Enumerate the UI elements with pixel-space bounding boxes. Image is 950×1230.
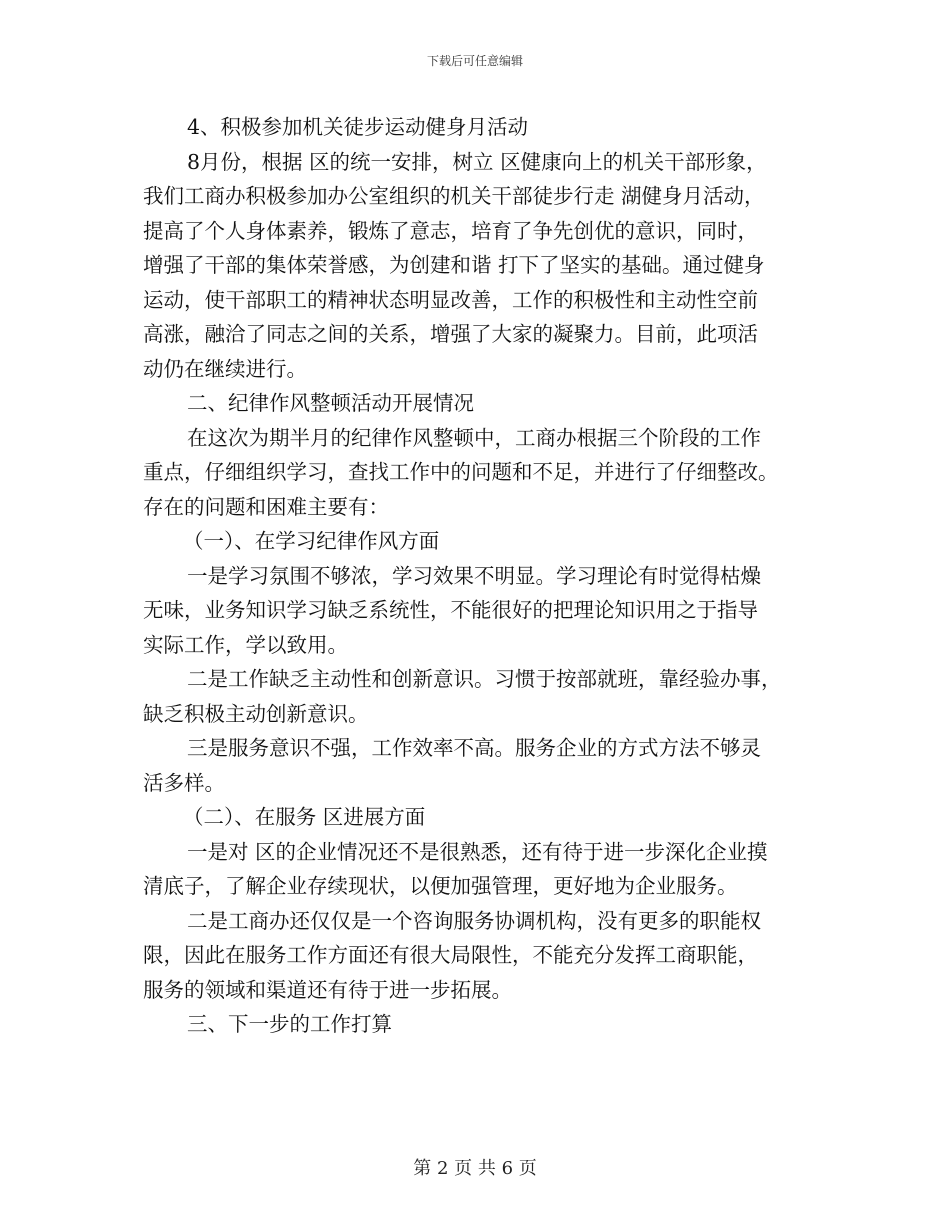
subsection-heading-2: （二）、在服务 区进展方面 [183, 805, 426, 829]
paragraph-line: 三是服务意识不强，工作效率不高。服务企业的方式方法不够灵 [187, 736, 761, 760]
paragraph-line: 一是对 区的企业情况还不是很熟悉，还有待于进一步深化企业摸 [187, 839, 768, 864]
paragraph-line: 服务的领域和渠道还有待于进一步拓展。 [143, 977, 512, 1002]
section-heading-3: 三、下一步的工作打算 [187, 1012, 392, 1036]
paragraph-line: 在这次为期半月的纪律作风整顿中，工商办根据三个阶段的工作 [187, 425, 761, 450]
paragraph-line: 实际工作，学以致用。 [143, 632, 348, 657]
paragraph-line: 存在的问题和困难主要有： [143, 494, 389, 519]
paragraph-line: 增强了干部的集体荣誉感，为创建和谐 打下了坚实的基础。通过健身 [143, 253, 765, 277]
section-heading-2: 二、纪律作风整顿活动开展情况 [187, 391, 474, 415]
paragraph-line: 一是学习氛围不够浓，学习效果不明显。学习理论有时觉得枯燥 [187, 563, 761, 588]
heading-item-4: 4、积极参加机关徒步运动健身月活动 [187, 115, 529, 139]
paragraph-line: 二是工作缺乏主动性和创新意识。习惯于按部就班，靠经验办事， [187, 667, 782, 691]
paragraph-line: 缺乏积极主动创新意识。 [143, 701, 369, 726]
paragraph-line: 8月份，根据 区的统一安排，树立 区健康向上的机关干部形象， [187, 149, 767, 174]
page-number-footer: 第 2 页 共 6 页 [413, 1158, 537, 1179]
subsection-heading-1: （一）、在学习纪律作风方面 [183, 529, 440, 553]
paragraph-line: 无味，业务知识学习缺乏系统性，不能很好的把理论知识用之于指导 [143, 598, 758, 622]
paragraph-line: 我们工商办积极参加办公室组织的机关干部徒步行走 湖健身月活动， [143, 184, 765, 208]
paragraph-line: 重点，仔细组织学习，查找工作中的问题和不足，并进行了仔细整改。 [143, 460, 779, 484]
page-header-note: 下载后可任意编辑 [426, 54, 523, 68]
paragraph-line: 动仍在继续进行。 [143, 356, 307, 381]
paragraph-line: 运动，使干部职工的精神状态明显改善，工作的积极性和主动性空前 [143, 287, 758, 312]
paragraph-line: 提高了个人身体素养，锻炼了意志，培育了争先创优的意识，同时， [143, 218, 758, 243]
paragraph-line: 高涨，融洽了同志之间的关系，增强了大家的凝聚力。目前，此项活 [143, 322, 758, 346]
paragraph-line: 限，因此在服务工作方面还有很大局限性，不能充分发挥工商职能， [143, 943, 758, 967]
document-body [143, 110, 815, 1042]
paragraph-line: 清底子，了解企业存续现状，以便加强管理，更好地为企业服务。 [143, 874, 738, 898]
paragraph-line: 活多样。 [143, 770, 225, 795]
paragraph-line: 二是工商办还仅仅是一个咨询服务协调机构，没有更多的职能权 [187, 908, 761, 933]
